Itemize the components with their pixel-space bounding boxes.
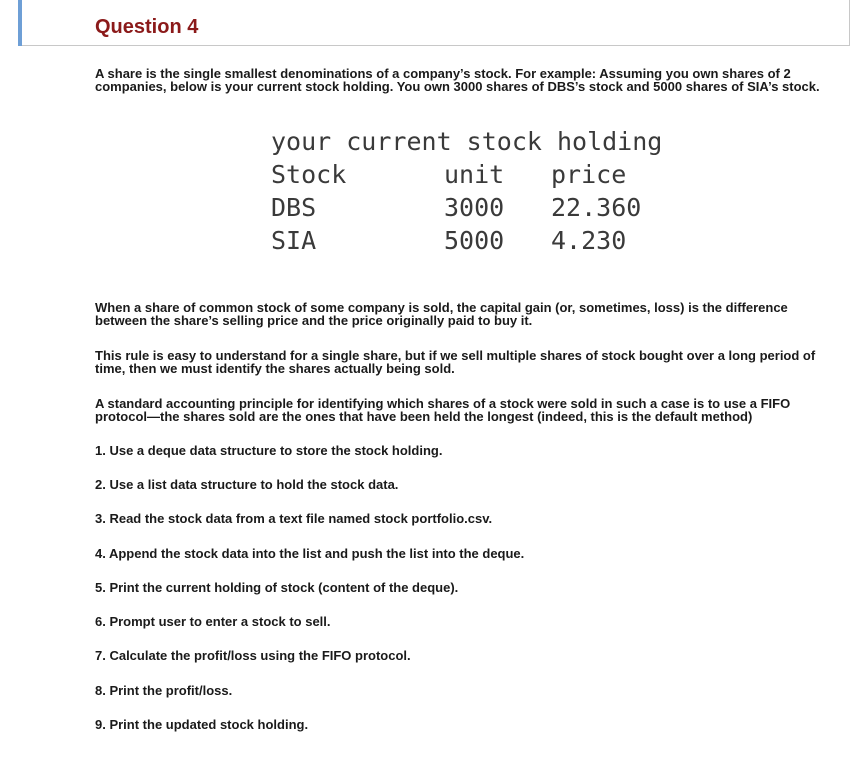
multiple-shares-paragraph: This rule is easy to understand for a single share, but if we sell multiple shares of stock bought over a long period of time, then we must identify the shares actually being sold. [95,348,816,376]
header-price: price [551,160,627,189]
step-item: 9. Print the updated stock holding. [95,717,309,732]
step-item: 3. Read the stock data from a text file named stock portfolio.csv. [95,511,493,526]
holding-header-row [271,158,840,191]
step-item: 8. Print the profit/loss. [95,683,233,698]
cell-unit: 3000 [444,193,505,222]
steps-list [95,444,840,732]
step-item: 2. Use a list data structure to hold the stock data. [95,477,399,492]
step-item: 5. Print the current holding of stock (content of the deque). [95,580,459,595]
cell-stock: SIA [271,226,317,255]
stock-holding-table [271,125,840,257]
fifo-paragraph: A standard accounting principle for identifying which shares of a stock were sold in such a case is to use a FIFO protocol—the shares sold are the ones that have been held the longest (indeed, this is the default method) [95,396,791,424]
cell-unit: 5000 [444,226,505,255]
holding-row [271,224,840,257]
step-item: 4. Append the stock data into the list and push the list into the deque. [95,546,525,561]
intro-paragraph: A share is the single smallest denominations of a company’s stock. For example: Assuming you own shares of 2 companies, below is your current stock holding. You own 3000 shares of DBS’s stock and 5000 shares of SIA’s stock. [95,66,820,94]
cell-price: 22.360 [551,193,642,222]
question-accent-bar [18,0,22,46]
cell-stock: DBS [271,193,317,222]
holding-title: your current stock holding [271,127,663,156]
header-stock: Stock [271,160,347,189]
step-item: 7. Calculate the profit/loss using the FIFO protocol. [95,648,411,663]
holding-row [271,191,840,224]
step-item: 1. Use a deque data structure to store the stock holding. [95,443,443,458]
header-unit: unit [444,160,505,189]
question-title: Question 4 [95,16,199,38]
question-body [95,67,840,732]
capital-gain-paragraph: When a share of common stock of some company is sold, the capital gain (or, sometimes, loss) is the difference between the share’s selling price and the price originally paid to buy it. [95,300,788,328]
cell-price: 4.230 [551,226,627,255]
step-item: 6. Prompt user to enter a stock to sell. [95,614,331,629]
